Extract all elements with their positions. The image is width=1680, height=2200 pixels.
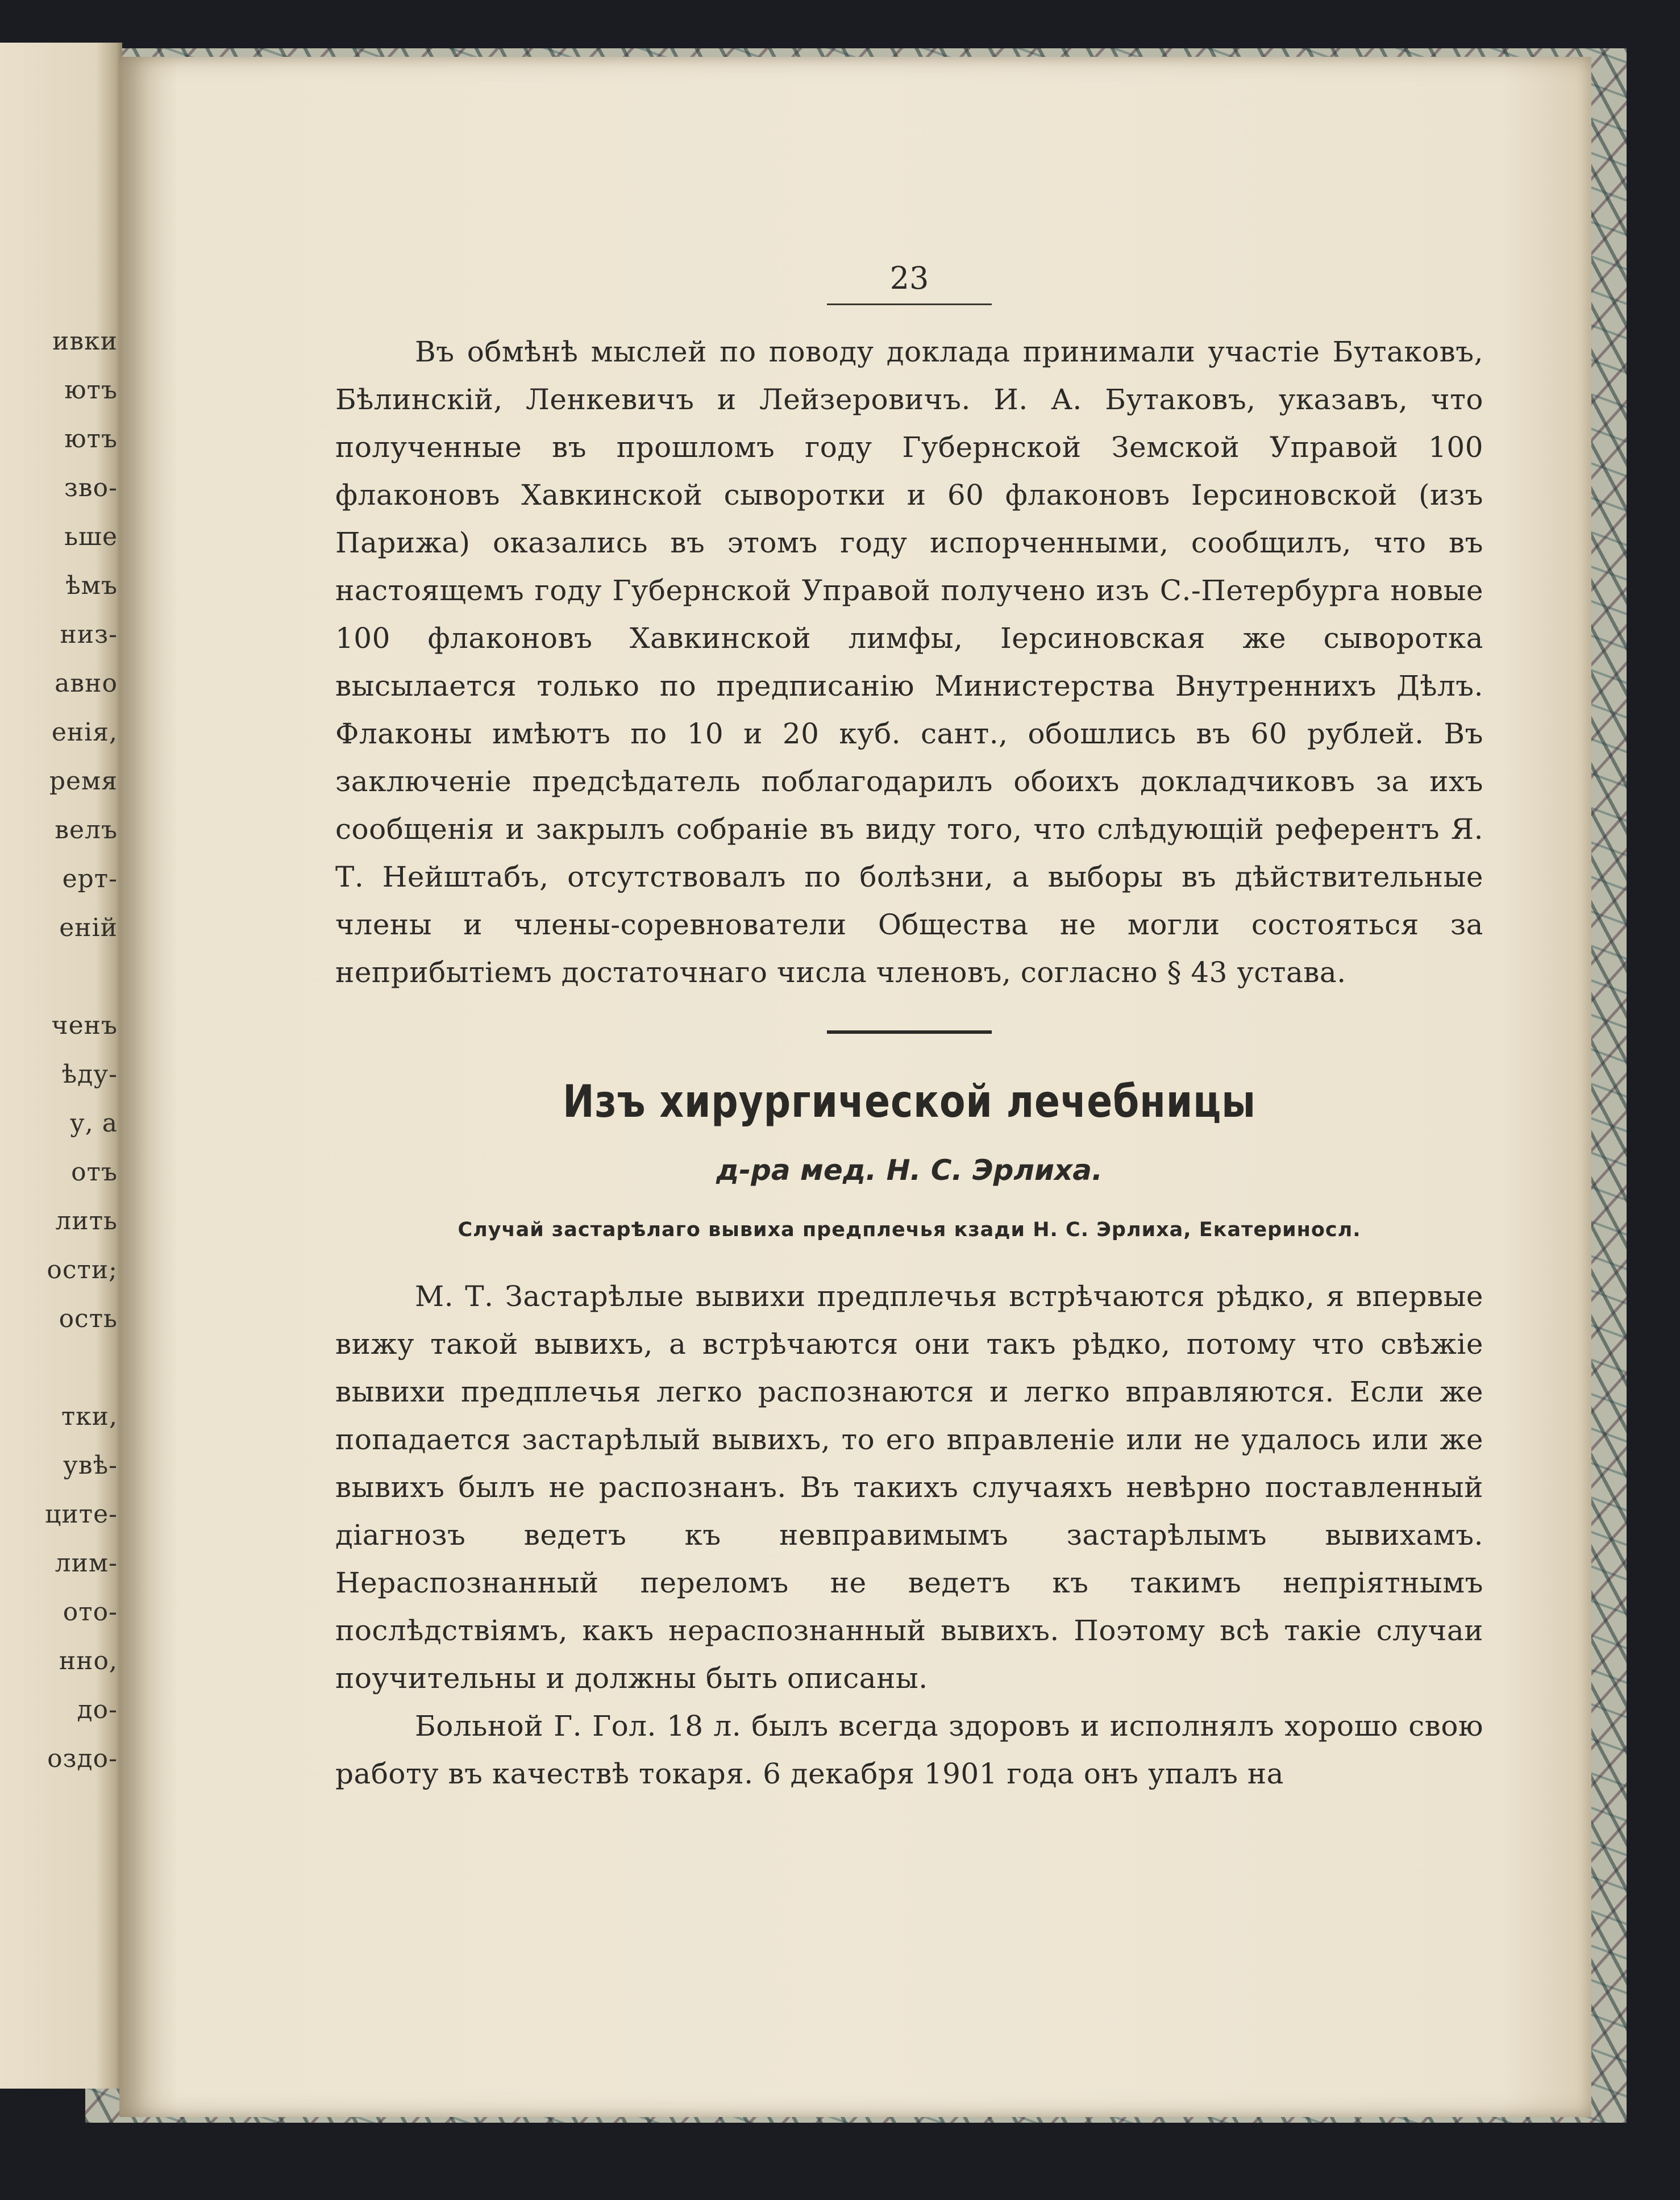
left-page-fragment: ѣмъ xyxy=(65,571,118,600)
left-page-fragment: ченъ xyxy=(51,1011,118,1040)
left-page-fragment: ьше xyxy=(64,522,118,551)
book-page xyxy=(119,57,1591,2117)
left-page-fragment: нно, xyxy=(59,1646,118,1675)
case-title: Случай застарѣлаго вывиха предплечья кзади Н. С. Эрлиха, Екатериносл. xyxy=(458,1218,1361,1241)
body-paragraph-1: М. Т. Застарѣлые вывихи предплечья встрѣчаются рѣдко, я впервые вижу такой вывихъ, а встрѣчаются они такъ рѣдко, потому что свѣжіе вывихи предплечья легко распознаются и легко вправляются. Если же попадается застарѣлый вывихъ, то его вправленіе или не удалось или же вывихъ былъ не распознанъ. Въ такихъ случаяхъ невѣрно поставленный діагнозъ ведетъ къ невправимымъ застарѣлымъ вывихамъ. Нераспознанный переломъ не ведетъ къ такимъ непріятнымъ послѣдствіямъ, какъ нераспознанный вывихъ. Поэтому всѣ такіе случаи поучительны и должны быть описаны. xyxy=(335,1280,1483,1695)
left-page-fragment: до- xyxy=(77,1695,118,1724)
left-page-fragment: ютъ xyxy=(64,425,118,454)
page-number-rule xyxy=(827,303,992,305)
author-line: д-ра мед. Н. С. Эрлиха. xyxy=(716,1154,1103,1187)
left-page-fragment: ивки xyxy=(52,327,118,356)
section-separator xyxy=(827,1030,992,1034)
left-page-fragment: ость xyxy=(59,1304,118,1333)
left-page-fragment: ерт- xyxy=(62,864,118,893)
left-page-fragment: ото- xyxy=(63,1598,118,1627)
left-page-fragment: увѣ- xyxy=(63,1451,118,1480)
page-number: 23 xyxy=(889,260,929,296)
page-content xyxy=(335,256,1483,1798)
left-page-fragment: зво- xyxy=(64,473,118,502)
left-page-fragment: енія, xyxy=(51,718,118,747)
left-page-fragment: низ- xyxy=(60,620,118,649)
left-page-fragment: у, а xyxy=(69,1109,118,1138)
left-page-fragment: ости; xyxy=(47,1255,118,1284)
left-page-fragment: лим- xyxy=(55,1549,118,1578)
body-paragraph-2: Больной Г. Гол. 18 л. былъ всегда здоровъ и исполнялъ хорошо свою работу въ качествѣ токаря. 6 декабря 1901 года онъ упалъ на xyxy=(335,1710,1483,1790)
left-page-fragment: велъ xyxy=(55,816,118,845)
left-page-fragment: оздо- xyxy=(47,1744,118,1773)
left-page-fragment: отъ xyxy=(71,1158,118,1187)
left-page-fragment: авно xyxy=(55,669,118,698)
left-page-fragment: тки, xyxy=(61,1402,118,1431)
left-page-fragment: ците- xyxy=(45,1500,118,1529)
left-page-fragment: лить xyxy=(55,1207,118,1236)
left-page-fragment: ѣду- xyxy=(61,1060,118,1089)
left-page-fragment: еній xyxy=(59,913,118,942)
section-title: Изъ хирургической лечебницы xyxy=(563,1076,1256,1128)
discussion-paragraph: Въ обмѣнѣ мыслей по поводу доклада принимали участіе Бутаковъ, Бѣлинскій, Ленкевичъ и Лейзеровичъ. И. А. Бутаковъ, указавъ, что полученные въ прошломъ году Губернской Земской Управой 100 флаконовъ Хавкинской сыворотки и 60 флаконовъ Іерсиновской (изъ Парижа) оказались въ этомъ году испорченными, сообщилъ, что въ настоящемъ году Губернской Управой получено изъ С.-Петербурга новые 100 флаконовъ Хавкинской лимфы, Іерсиновская же сыворотка высылается только по предписанію Министерства Внутреннихъ Дѣлъ. Флаконы имѣютъ по 10 и 20 куб. сант., обошлись въ 60 рублей. Въ заключеніе предсѣдатель поблагодарилъ обоихъ докладчиковъ за ихъ сообщенія и закрылъ собраніе въ виду того, что слѣдующій референтъ Я. Т. Нейштабъ, отсутствовалъ по болѣзни, а выборы въ дѣйствительные члены и члены-соревнователи Общества не могли состояться за неприбытіемъ достаточнаго числа членовъ, согласно § 43 устава. xyxy=(335,335,1483,989)
left-page-fragment: ютъ xyxy=(64,376,118,405)
left-page-edge xyxy=(0,43,122,2089)
left-page-fragment: ремя xyxy=(49,767,118,796)
